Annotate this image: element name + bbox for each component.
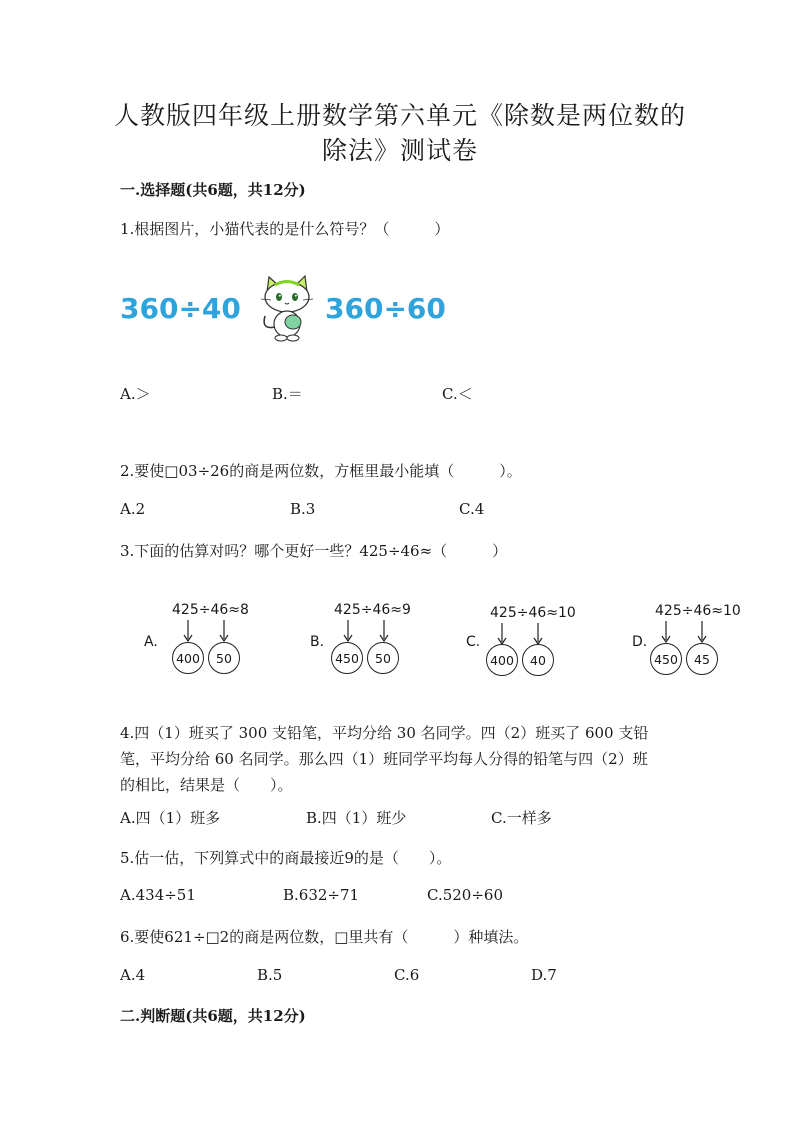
q3-choice-a-circle-1: 400	[172, 642, 204, 674]
q3-choice-b-arrows	[338, 619, 398, 643]
question-4-line-1: 4.四（1）班买了 300 支铅笔，平均分给 30 名同学。四（2）班买了 600 支铅	[120, 724, 649, 742]
q3-choice-a-circle-2: 50	[208, 642, 240, 674]
q3-choice-b-label: B.	[310, 634, 325, 650]
q5-option-b: B.632÷71	[283, 886, 360, 904]
q3-choice-b-circle-2: 50	[367, 642, 399, 674]
question-4-line-3: 的相比，结果是（ ）。	[120, 776, 293, 794]
q3-choice-d-circle-1: 450	[650, 643, 682, 675]
page-title-line2: 除法》测试卷	[321, 136, 478, 165]
q3-choice-d-circle-2: 45	[686, 643, 718, 675]
q6-option-a: A.4	[120, 966, 146, 984]
question-6-text: 6.要使621÷□2的商是两位数，□里共有（ ）种填法。	[120, 928, 529, 946]
q4-option-b: B.四（1）班少	[306, 809, 407, 827]
q1-left-expression: 360÷40	[120, 292, 241, 325]
q4-option-c: C.一样多	[491, 809, 552, 827]
q3-choice-b-expr: 425÷46≈9	[334, 602, 411, 618]
q3-choice-c-arrows	[492, 622, 552, 646]
q3-choice-d-label: D.	[632, 634, 648, 650]
question-4-line-2: 笔，平均分给 60 名同学。那么四（1）班同学平均每人分得的铅笔与四（2）班	[120, 750, 648, 768]
question-3-text: 3.下面的估算对吗？哪个更好一些？425÷46≈（ ）	[120, 542, 508, 560]
section-heading-choice: 一.选择题(共6题，共12分)	[120, 181, 306, 199]
q3-choice-b-circle-1: 450	[331, 642, 363, 674]
q3-choice-c-label: C.	[466, 634, 481, 650]
q2-option-b: B.3	[290, 500, 316, 518]
q2-option-a: A.2	[120, 500, 146, 518]
q3-choice-a-label: A.	[144, 634, 158, 650]
q3-choice-c-circle-2: 40	[522, 644, 554, 676]
q6-option-d: D.7	[531, 966, 557, 984]
q1-option-c: C.＜	[442, 385, 473, 403]
q3-choice-a-arrows	[178, 619, 238, 643]
q4-option-a: A.四（1）班多	[120, 809, 221, 827]
q1-option-b: B.＝	[272, 385, 303, 403]
q3-choice-c-expr: 425÷46≈10	[490, 605, 576, 621]
q3-choice-d-expr: 425÷46≈10	[655, 603, 741, 619]
q5-option-a: A.434÷51	[120, 886, 196, 904]
q6-option-b: B.5	[257, 966, 283, 984]
q6-option-c: C.6	[394, 966, 420, 984]
page-title-line1: 人教版四年级上册数学第六单元《除数是两位数的	[113, 101, 686, 130]
q3-choice-c-circle-1: 400	[486, 644, 518, 676]
q1-option-a: A.＞	[120, 385, 151, 403]
q5-option-c: C.520÷60	[427, 886, 503, 904]
q3-choice-a-expr: 425÷46≈8	[172, 602, 249, 618]
q2-option-c: C.4	[459, 500, 485, 518]
section-heading-judgement: 二.判断题(共6题，共12分)	[120, 1007, 306, 1025]
q1-right-expression: 360÷60	[325, 292, 446, 325]
cat-icon	[255, 272, 317, 344]
q3-choice-d-arrows	[656, 620, 716, 644]
question-2-text: 2.要使□03÷26的商是两位数，方框里最小能填（ ）。	[120, 462, 522, 480]
question-5-text: 5.估一估，下列算式中的商最接近9的是（ ）。	[120, 849, 452, 867]
question-1-text: 1.根据图片，小猫代表的是什么符号？（ ）	[120, 220, 450, 238]
